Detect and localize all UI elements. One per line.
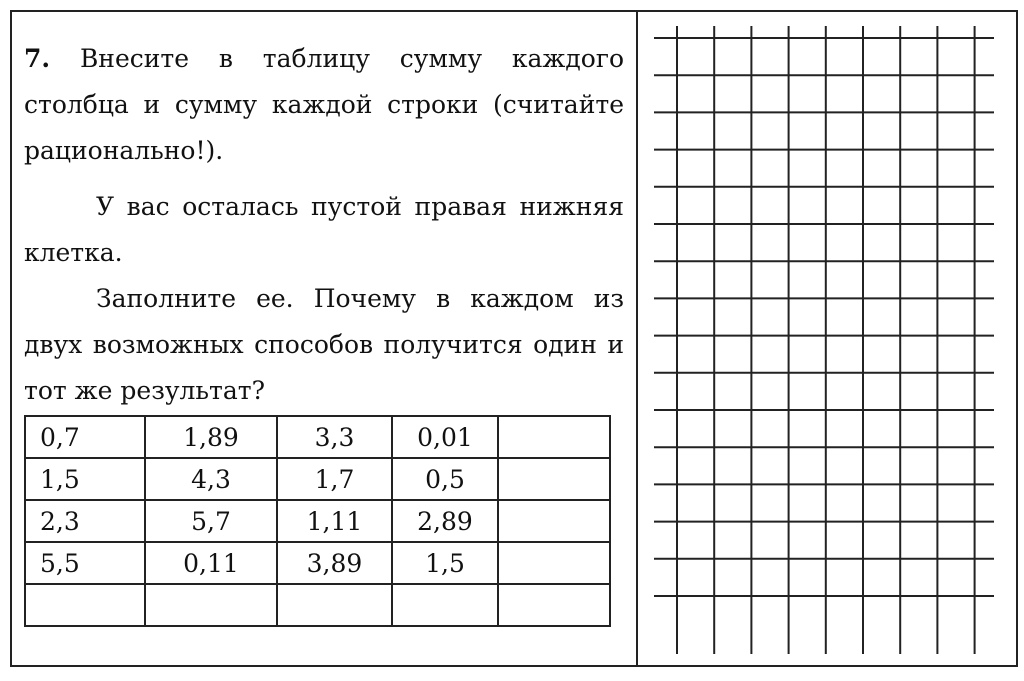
table-cell[interactable]: 0,01	[392, 416, 498, 458]
sum-table-body	[25, 416, 610, 626]
table-row	[25, 416, 610, 458]
table-row	[25, 542, 610, 584]
table-cell[interactable]	[277, 584, 392, 626]
table-cell[interactable]: 2,3	[25, 500, 145, 542]
answer-grid	[650, 22, 998, 658]
table-cell[interactable]	[145, 584, 277, 626]
task-text	[24, 36, 624, 414]
table-cell[interactable]: 3,3	[277, 416, 392, 458]
table-cell[interactable]	[498, 584, 610, 626]
table-cell[interactable]: 0,11	[145, 542, 277, 584]
table-cell[interactable]	[25, 584, 145, 626]
table-cell[interactable]: 1,7	[277, 458, 392, 500]
table-row	[25, 584, 610, 626]
table-cell[interactable]: 4,3	[145, 458, 277, 500]
table-cell[interactable]: 0,5	[392, 458, 498, 500]
task-instruction: Внесите в таблицу сумму каждого столбца и сумму каждой строки (считайте рационально!).	[24, 44, 624, 165]
task-paragraph-3: Заполните ее. Почему в каждом из двух возможных способов получится один и тот же результат?	[24, 284, 624, 405]
table-cell[interactable]	[498, 500, 610, 542]
column-divider	[636, 10, 638, 667]
table-cell[interactable]	[498, 542, 610, 584]
table-row	[25, 458, 610, 500]
task-number: 7.	[24, 44, 51, 73]
table-cell[interactable]: 1,89	[145, 416, 277, 458]
sum-table	[24, 415, 611, 627]
table-cell[interactable]: 5,7	[145, 500, 277, 542]
task-paragraph-1	[24, 36, 624, 174]
task-paragraph-2: У вас осталась пустой правая нижняя клетка.	[24, 192, 624, 267]
table-cell[interactable]: 1,5	[392, 542, 498, 584]
table-cell[interactable]	[392, 584, 498, 626]
table-cell[interactable]: 1,5	[25, 458, 145, 500]
table-cell[interactable]: 2,89	[392, 500, 498, 542]
table-cell[interactable]	[498, 416, 610, 458]
table-row	[25, 500, 610, 542]
table-cell[interactable]: 5,5	[25, 542, 145, 584]
table-cell[interactable]: 1,11	[277, 500, 392, 542]
table-cell[interactable]: 3,89	[277, 542, 392, 584]
table-cell[interactable]: 0,7	[25, 416, 145, 458]
table-cell[interactable]	[498, 458, 610, 500]
